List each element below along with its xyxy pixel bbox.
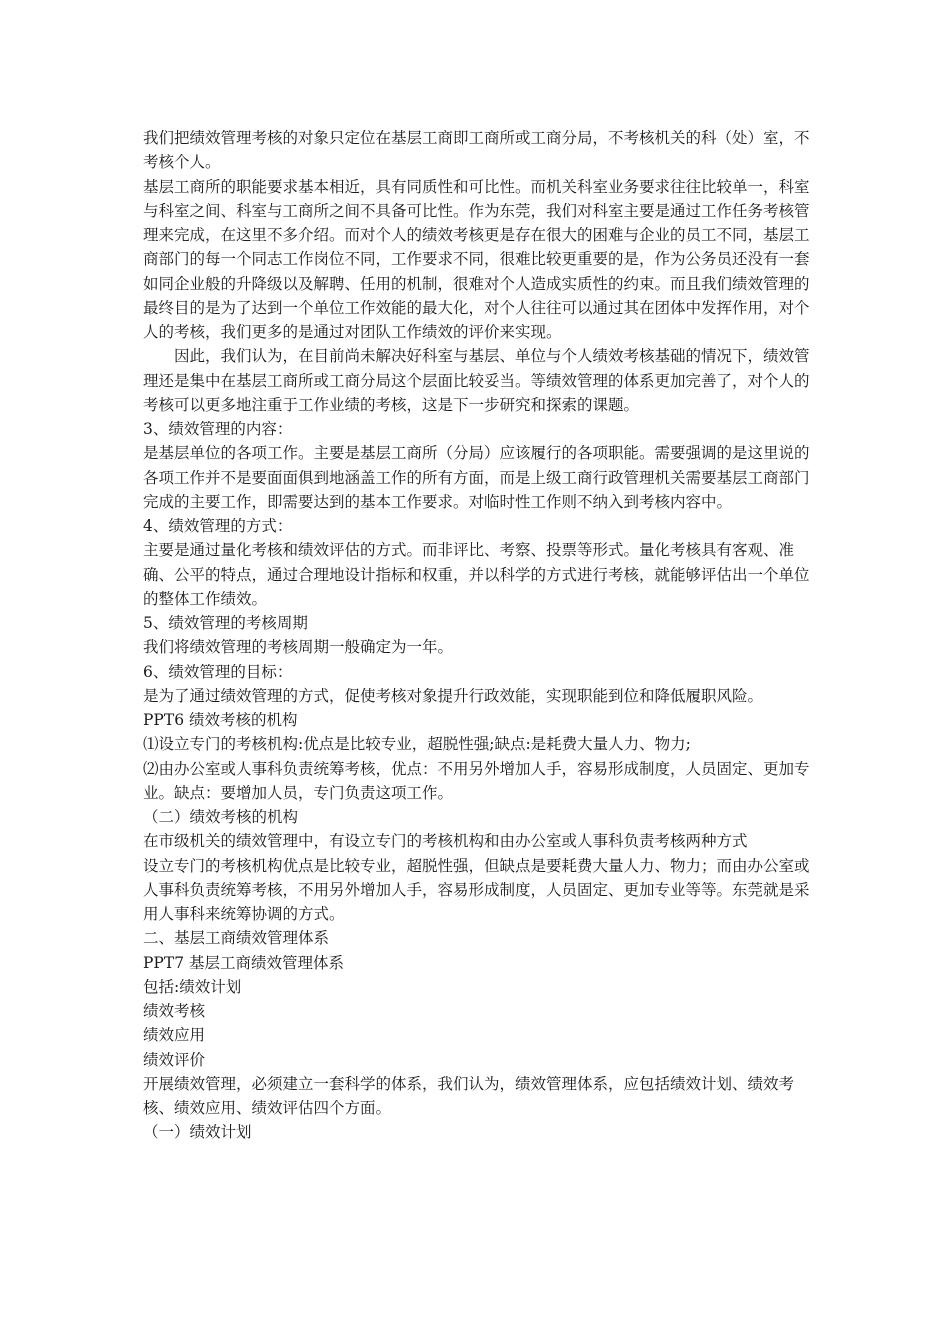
section-heading: （二）绩效考核的机构	[143, 808, 299, 826]
list-item: 绩效应用	[143, 1026, 206, 1045]
section-heading: 5、绩效管理的考核周期	[143, 614, 308, 632]
paragraph: 我们把绩效管理考核的对象只定位在基层工商即工商所或工商分局，不考核机关的科（处）室，不考核个人。	[143, 129, 810, 172]
paragraph: 在市级机关的绩效管理中，有设立专门的考核机构和由办公室或人事科负责考核两种方式	[143, 832, 748, 851]
paragraph: 设立专门的考核机构优点是比较专业，超脱性强，但缺点是要耗费大量人力、物力；而由办公室或人事科负责统筹考核，不用另外增加人手，容易形成制度，人员固定、更加专业等等。东莞就是采用人事科来统筹协调的方式。	[143, 856, 810, 923]
slide-heading: PPT7 基层工商绩效管理体系	[143, 953, 344, 972]
paragraph: 基层工商所的职能要求基本相近，具有同质性和可比性。而机关科室业务要求往往比较单一，科室与科室之间、科室与工商所之间不具备可比性。作为东莞，我们对科室主要是通过工作任务考核管理来完成，在这里不多介绍。而对个人的绩效考核更是存在很大的困难与企业的员工不同，基层工商部门的每一个同志工作岗位不同，工作要求不同，很难比较更重要的是，作为公务员还没有一套如同企业般的升降级以及解聘、任用的机制，很难对个人造成实质性的约束。而且我们绩效管理的最终目的是为了达到一个单位工作效能的最大化，对个人往往可以通过其在团体中发挥作用，对个人的考核，我们更多的是通过对团队工作绩效的评价来实现。	[143, 177, 810, 341]
paragraph: 因此，我们认为，在目前尚未解决好科室与基层、单位与个人绩效考核基础的情况下，绩效管理还是集中在基层工商所或工商分局这个层面比较妥当。等绩效管理的体系更加完善了，对个人的考核可以更多地注重于工作业绩的考核，这是下一步研究和探索的课题。	[143, 347, 810, 414]
list-item: 包括:绩效计划	[143, 977, 242, 996]
paragraph: 我们将绩效管理的考核周期一般确定为一年。	[143, 638, 454, 657]
section-heading: （一）绩效计划	[143, 1123, 252, 1142]
paragraph: 是为了通过绩效管理的方式，促使考核对象提升行政效能，实现职能到位和降低履职风险。	[143, 686, 764, 705]
section-heading: 3、绩效管理的内容：	[143, 420, 293, 438]
list-item: 绩效考核	[143, 1002, 206, 1020]
list-item: 绩效评价	[143, 1050, 206, 1069]
document-page	[143, 126, 815, 1145]
section-heading: 二、基层工商绩效管理体系	[143, 929, 330, 948]
paragraph: 开展绩效管理，必须建立一套科学的体系，我们认为，绩效管理体系，应包括绩效计划、绩效考核、绩效应用、绩效评估四个方面。	[143, 1074, 795, 1117]
paragraph: 主要是通过量化考核和绩效评估的方式。而非评比、考察、投票等形式。量化考核具有客观、准确、公平的特点，通过合理地设计指标和权重，并以科学的方式进行考核，就能够评估出一个单位的整体工作绩效。	[143, 541, 810, 608]
section-heading: 6、绩效管理的目标：	[143, 662, 293, 681]
list-item: ⑴设立专门的考核机构:优点是比较专业，超脱性强;缺点:是耗费大量人力、物力;	[143, 735, 691, 754]
section-heading: 4、绩效管理的方式：	[143, 517, 293, 535]
slide-heading: PPT6 绩效考核的机构	[143, 711, 298, 729]
list-item: ⑵由办公室或人事科负责统筹考核，优点：不用另外增加人手，容易形成制度，人员固定、更加专业。缺点：要增加人员，专门负责这项工作。	[143, 759, 810, 802]
paragraph: 是基层单位的各项工作。主要是基层工商所（分局）应该履行的各项职能。需要强调的是这里说的各项工作并不是要面面俱到地涵盖工作的所有方面，而是上级工商行政管理机关需要基层工商部门完成的主要工作，即需要达到的基本工作要求。对临时性工作则不纳入到考核内容中。	[143, 444, 810, 511]
